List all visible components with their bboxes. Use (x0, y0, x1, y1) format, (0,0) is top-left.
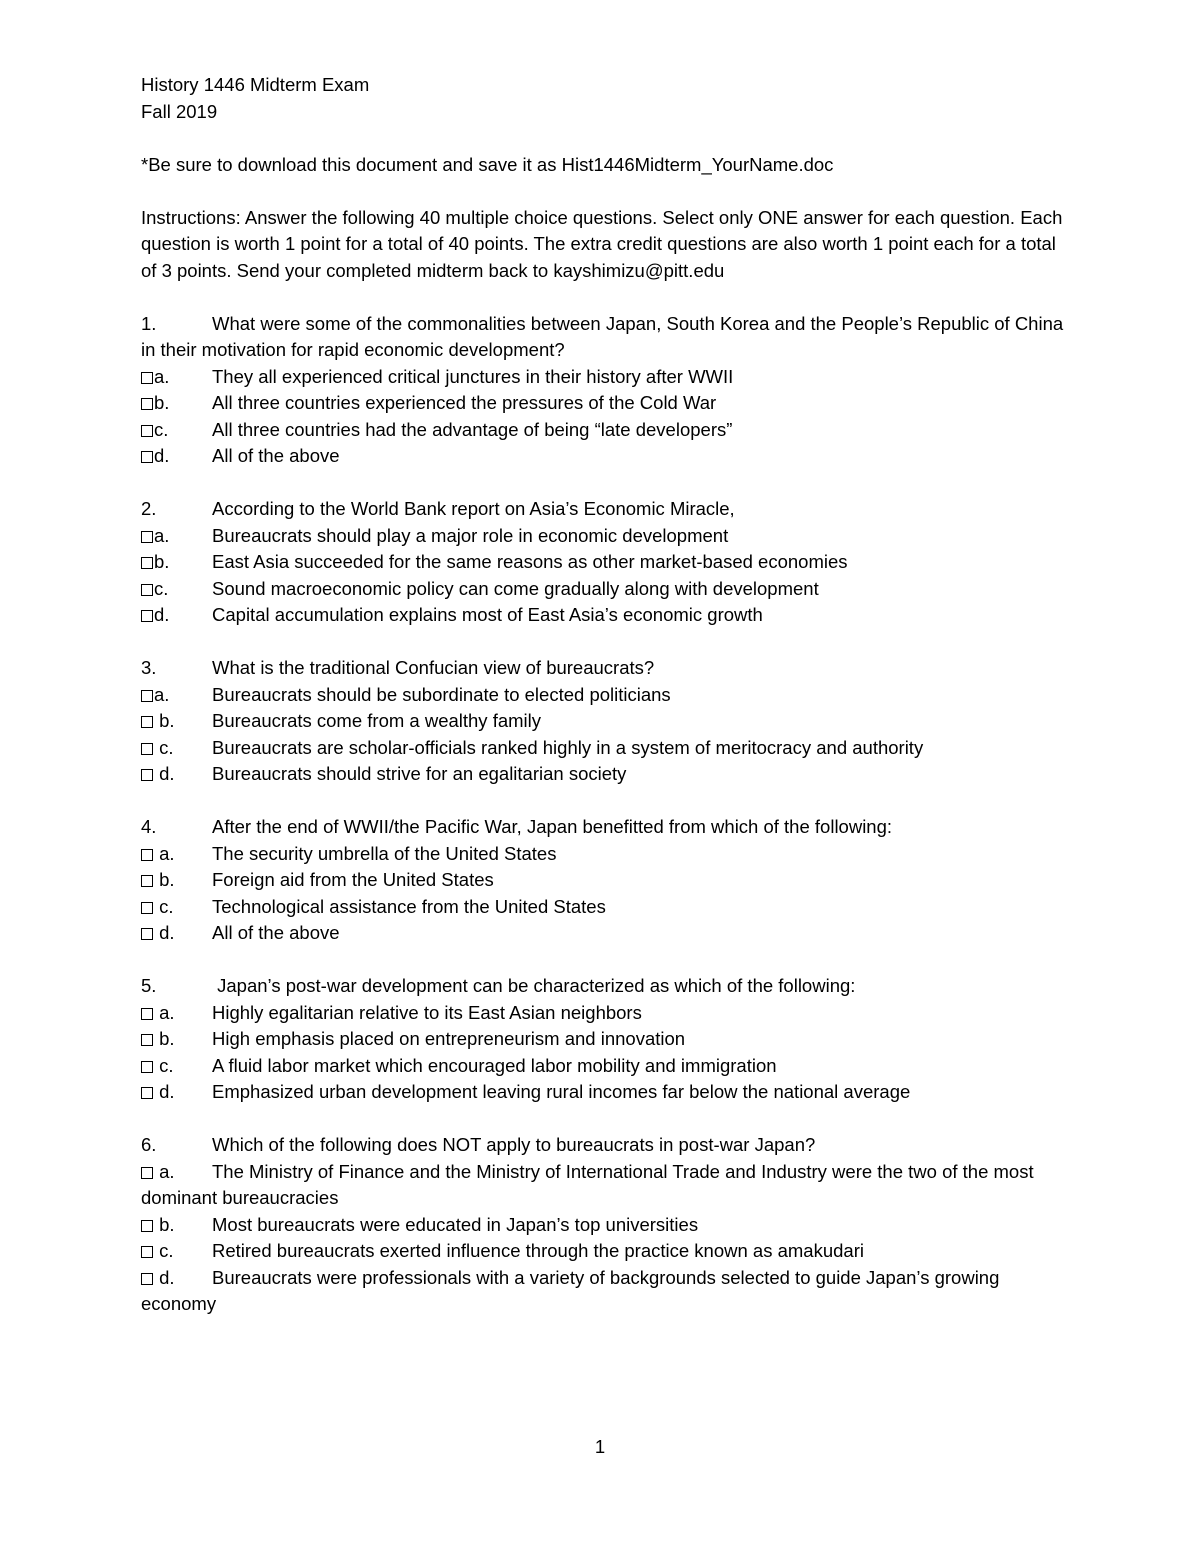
answer-option[interactable] (141, 920, 1072, 947)
option-text: All of the above (212, 922, 340, 943)
option-text: All three countries experienced the pressures of the Cold War (212, 392, 717, 413)
answer-option[interactable] (141, 523, 1072, 550)
spacer (141, 178, 1071, 205)
checkbox-icon[interactable] (141, 875, 153, 887)
option-text: All of the above (212, 445, 340, 466)
option-text: A fluid labor market which encouraged labor mobility and immigration (212, 1054, 777, 1076)
option-text: Bureaucrats were professionals with a variety of backgrounds selected to guide Japan’s growing economy (141, 1266, 1000, 1314)
option-letter: c. (154, 577, 169, 599)
option-letter: d. (154, 763, 175, 784)
question-number: 2. (141, 498, 157, 519)
answer-option[interactable] (141, 894, 1072, 921)
option-letter: c. (154, 895, 174, 917)
question-number: 1. (141, 312, 157, 334)
exam-term: Fall 2019 (141, 100, 218, 122)
exam-title: History 1446 Midterm Exam (141, 74, 370, 95)
question-stem (141, 1132, 1071, 1159)
option-text: Retired bureaucrats exerted influence through the practice known as amakudari (212, 1240, 864, 1261)
checkbox-icon[interactable] (141, 531, 153, 543)
question-number: 5. (141, 975, 157, 996)
option-text: High emphasis placed on entrepreneurism and innovation (212, 1028, 686, 1049)
option-text: Most bureaucrats were educated in Japan’s top universities (212, 1213, 699, 1235)
option-text: Foreign aid from the United States (212, 869, 494, 890)
answer-option[interactable] (141, 1026, 1072, 1053)
document-page (141, 72, 1071, 1318)
checkbox-icon[interactable] (141, 690, 153, 702)
checkbox-icon[interactable] (141, 769, 153, 781)
checkbox-icon[interactable] (141, 1008, 153, 1020)
question-text: After the end of WWII/the Pacific War, Japan benefitted from which of the following: (212, 816, 893, 837)
answer-option[interactable] (141, 602, 1072, 629)
option-text: Bureaucrats should strive for an egalitarian society (212, 763, 627, 784)
question-number: 3. (141, 657, 157, 678)
checkbox-icon[interactable] (141, 1087, 153, 1099)
checkbox-icon[interactable] (141, 372, 153, 384)
checkbox-icon[interactable] (141, 1273, 153, 1285)
answer-option[interactable] (141, 1265, 1071, 1318)
checkbox-icon[interactable] (141, 557, 153, 569)
option-text: Bureaucrats should be subordinate to elected politicians (212, 683, 671, 705)
option-letter: b. (154, 1213, 175, 1235)
option-text: Bureaucrats should play a major role in economic development (212, 524, 729, 546)
option-text: The security umbrella of the United States (212, 842, 557, 864)
question-3 (141, 655, 1071, 788)
question-5 (141, 973, 1071, 1106)
answer-option[interactable] (141, 761, 1072, 788)
option-text: Sound macroeconomic policy can come gradually along with development (212, 577, 819, 599)
question-text: According to the World Bank report on Asia’s Economic Miracle, (212, 498, 735, 519)
answer-option[interactable] (141, 1053, 1072, 1080)
option-text: Bureaucrats are scholar-officials ranked highly in a system of meritocracy and authority (212, 736, 924, 758)
checkbox-icon[interactable] (141, 451, 153, 463)
checkbox-icon[interactable] (141, 1034, 153, 1046)
question-number: 4. (141, 816, 157, 837)
checkbox-icon[interactable] (141, 398, 153, 410)
option-letter: c. (154, 1054, 174, 1076)
checkbox-icon[interactable] (141, 1220, 153, 1232)
checkbox-icon[interactable] (141, 743, 153, 755)
checkbox-icon[interactable] (141, 928, 153, 940)
answer-option[interactable] (141, 841, 1072, 868)
option-text: Bureaucrats come from a wealthy family (212, 710, 542, 731)
checkbox-icon[interactable] (141, 1061, 153, 1073)
option-letter: a. (154, 365, 170, 387)
question-text: What were some of the commonalities between Japan, South Korea and the People’s Republic of China in their motivation for rapid economic development? (141, 312, 1064, 360)
answer-option[interactable] (141, 1079, 1072, 1106)
answer-option[interactable] (141, 549, 1072, 576)
option-text: They all experienced critical junctures in their history after WWII (212, 365, 734, 387)
option-letter: b. (154, 1028, 175, 1049)
question-2 (141, 496, 1071, 629)
answer-option[interactable] (141, 1238, 1072, 1265)
spacer (141, 629, 1071, 656)
question-1 (141, 311, 1071, 470)
checkbox-icon[interactable] (141, 584, 153, 596)
option-text: Technological assistance from the United States (212, 895, 606, 917)
question-number: 6. (141, 1134, 157, 1155)
option-letter: b. (154, 551, 170, 572)
option-letter: d. (154, 1081, 175, 1102)
option-text: Highly egalitarian relative to its East Asian neighbors (212, 1001, 642, 1023)
option-letter: c. (154, 736, 174, 758)
checkbox-icon[interactable] (141, 716, 153, 728)
option-letter: a. (154, 683, 170, 705)
option-text: All three countries had the advantage of being “late developers” (212, 418, 733, 440)
question-text: What is the traditional Confucian view of bureaucrats? (212, 657, 655, 678)
question-text: Which of the following does NOT apply to bureaucrats in post-war Japan? (212, 1134, 816, 1155)
answer-option[interactable] (141, 576, 1072, 603)
option-text: Emphasized urban development leaving rural incomes far below the national average (212, 1081, 911, 1102)
option-text: Capital accumulation explains most of East Asia’s economic growth (212, 604, 763, 625)
option-letter: b. (154, 392, 170, 413)
answer-option[interactable] (141, 1212, 1072, 1239)
spacer (141, 947, 1071, 974)
option-letter: a. (154, 1001, 175, 1023)
answer-option[interactable] (141, 417, 1072, 444)
checkbox-icon[interactable] (141, 1167, 153, 1179)
answer-option[interactable] (141, 867, 1072, 894)
checkbox-icon[interactable] (141, 425, 153, 437)
checkbox-icon[interactable] (141, 1246, 153, 1258)
option-letter: d. (154, 445, 170, 466)
option-letter: a. (154, 524, 170, 546)
spacer (141, 470, 1071, 497)
page-number: 1 (594, 1436, 606, 1457)
instructions-paragraph: Instructions: Answer the following 40 multiple choice questions. Select only ONE answer for each question. Each question is worth 1 point for a total of 40 points. The extra credit questions are also worth 1 point each for a total of 3 points. Send your completed midterm back to kayshimizu@pitt.edu (141, 206, 1063, 281)
option-text: East Asia succeeded for the same reasons as other market-based economies (212, 551, 848, 572)
spacer (141, 125, 1071, 152)
question-stem (141, 496, 1071, 523)
question-6 (141, 1132, 1071, 1318)
option-letter: a. (154, 1160, 175, 1182)
answer-option[interactable] (141, 1000, 1072, 1027)
option-letter: a. (154, 842, 175, 864)
answer-option[interactable] (141, 1159, 1071, 1212)
option-letter: d. (154, 1266, 175, 1288)
option-letter: d. (154, 604, 170, 625)
question-stem (141, 655, 1071, 682)
option-letter: b. (154, 869, 175, 890)
answer-option[interactable] (141, 682, 1072, 709)
answer-option[interactable] (141, 708, 1072, 735)
option-letter: d. (154, 922, 175, 943)
question-4 (141, 814, 1071, 947)
answer-option[interactable] (141, 364, 1072, 391)
question-text: Japan’s post-war development can be characterized as which of the following: (212, 975, 856, 996)
checkbox-icon[interactable] (141, 610, 153, 622)
option-letter: b. (154, 710, 175, 731)
option-letter: c. (154, 418, 169, 440)
option-letter: c. (154, 1240, 174, 1261)
checkbox-icon[interactable] (141, 849, 153, 861)
spacer (141, 284, 1071, 311)
answer-option[interactable] (141, 443, 1072, 470)
spacer (141, 1106, 1071, 1133)
checkbox-icon[interactable] (141, 902, 153, 914)
spacer (141, 788, 1071, 815)
save-note: *Be sure to download this document and save it as Hist1446Midterm_YourName.doc (141, 153, 834, 175)
question-stem (141, 814, 1071, 841)
answer-option[interactable] (141, 735, 1072, 762)
answer-option[interactable] (141, 390, 1072, 417)
question-stem (141, 311, 1071, 364)
question-stem (141, 973, 1071, 1000)
option-text: The Ministry of Finance and the Ministry of International Trade and Industry were the two of the most dominant bureaucracies (141, 1160, 1034, 1208)
